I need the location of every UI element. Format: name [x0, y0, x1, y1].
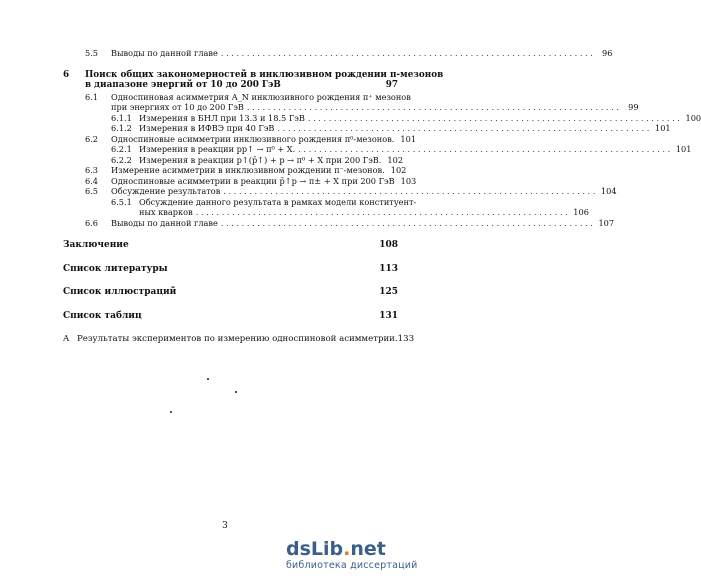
toc-entry-page: 100	[685, 112, 701, 123]
toc-entry-6-2-1[interactable]	[63, 144, 692, 155]
toc-entry-page: 104	[600, 186, 617, 196]
toc-references[interactable]	[63, 264, 398, 275]
toc-entry-title-line2: при энергиях от 10 до 200 ГэВ	[111, 102, 244, 112]
dot-leader: ........................................................................	[195, 207, 571, 217]
toc-entry-page: 125	[379, 287, 398, 297]
toc-conclusion[interactable]	[63, 240, 398, 251]
toc-entry-title: Список литературы	[63, 263, 168, 274]
toc-entry-title: Односпиновые асимметрии инклюзивного рождения π⁰-мезонов.	[111, 133, 395, 144]
toc-entry-5-5[interactable]	[63, 48, 613, 59]
toc-entry-title: Измерения в реакции p↑(p̄↑) + p → π⁰ + X при 200 ГэВ.	[139, 154, 382, 165]
toc-entry-6-1-1[interactable]	[63, 112, 701, 124]
toc-entry-6-5-1[interactable]	[63, 196, 589, 218]
toc-entry-number: 6.1	[85, 91, 99, 102]
toc-entry-page: 101	[400, 133, 417, 144]
toc-entry-number: 6.2.1	[111, 144, 132, 154]
toc-entry-number: 6.2.2	[111, 154, 132, 165]
toc-entry-page: 106	[573, 207, 589, 217]
toc-entry-title-line1: Обсуждение данного результата в рамках модели конституент-	[139, 196, 417, 207]
toc-entry-page: 108	[379, 240, 398, 250]
toc-entry-title-line1: Односпиновая асимметрия A_N инклюзивного рождения π⁺ мезонов	[111, 91, 411, 102]
toc-entry-6-2[interactable]	[63, 133, 417, 145]
scan-speck	[170, 411, 172, 413]
toc-entry-number: 5.5	[85, 48, 99, 58]
toc-entry-number: 6.3	[85, 165, 99, 175]
toc-entry-number: 6.6	[85, 217, 99, 228]
toc-entry-page: 102	[390, 165, 407, 175]
dot-leader: ........................................................................	[223, 186, 598, 196]
toc-tables[interactable]	[63, 311, 398, 322]
dot-leader: ........................................................................	[277, 123, 653, 133]
toc-entry-6-2-2[interactable]	[63, 154, 404, 166]
toc-chapter-6[interactable]	[63, 69, 444, 91]
toc-entry-page: 131	[379, 310, 398, 321]
toc-entry-title: Измерения в БНЛ при 13.3 и 18.5 ГэВ	[139, 112, 305, 123]
toc-entry-page: 101	[655, 123, 671, 133]
toc-entry-number: 6.1.1	[111, 112, 132, 123]
dot-leader: ........................................................................	[298, 144, 673, 154]
toc-chapter-number: 6	[63, 69, 70, 80]
toc-entry-title: Измерение асимметрии в инклюзивном рождении π⁻-мезонов.	[111, 165, 385, 175]
toc-entry-number: 6.5.1	[111, 196, 132, 207]
toc-entry-6-3[interactable]	[63, 165, 407, 176]
watermark-logo: dsLib.net	[286, 538, 386, 560]
toc-entry-6-6[interactable]	[63, 217, 615, 229]
toc-entry-page: 101	[675, 144, 692, 154]
toc-entry-page: 133	[397, 334, 415, 344]
page-number: 3	[222, 521, 228, 531]
dot-leader: ........................................................................	[246, 102, 622, 112]
toc-entry-page: 107	[598, 217, 615, 228]
toc-entry-page: 113	[379, 263, 398, 274]
toc-entry-6-5[interactable]	[63, 186, 617, 197]
toc-entry-title: Список иллюстраций	[63, 287, 177, 297]
toc-entry-title: Выводы по данной главе	[111, 48, 218, 58]
toc-entry-title: Обсуждение результатов	[111, 186, 221, 196]
toc-entry-page: 99	[628, 102, 639, 112]
toc-entry-title: Односпиновые асимметрии в реакции p̄↑p → π± + X при 200 ГэВ	[111, 175, 395, 186]
toc-entry-title: Выводы по данной главе	[111, 217, 218, 228]
dot-leader: ........................................................................	[220, 217, 596, 228]
toc-appendix-a[interactable]	[63, 334, 415, 345]
toc-chapter-title-line2: в диапазоне энергий от 10 до 200 ГэВ	[85, 80, 281, 90]
toc-entry-number: A	[63, 334, 70, 344]
toc-entry-number: 6.5	[85, 186, 99, 196]
toc-chapter-title-line1: Поиск общих закономерностей в инклюзивном рождении π-мезонов	[85, 69, 444, 80]
dot-leader: ........................................................................	[307, 112, 683, 123]
toc-entry-title: Заключение	[63, 240, 129, 250]
table-of-contents	[63, 48, 701, 345]
toc-entry-number: 6.2	[85, 133, 99, 144]
toc-entry-title: Измерения в реакции pp↑ → π⁰ + X.	[139, 144, 296, 154]
toc-entry-title-line2: ных кварков	[139, 207, 193, 217]
toc-illustrations[interactable]	[63, 287, 398, 298]
toc-entry-page: 96	[602, 48, 613, 58]
toc-entry-number: 6.1.2	[111, 123, 132, 133]
toc-chapter-page: 97	[385, 80, 398, 90]
watermark	[286, 538, 436, 572]
toc-entry-page: 103	[400, 175, 417, 186]
scan-speck	[235, 391, 237, 393]
toc-entry-title: Измерения в ИФВЭ при 40 ГэВ	[139, 123, 275, 133]
toc-entry-6-1[interactable]	[63, 91, 639, 113]
toc-entry-page: 102	[387, 154, 404, 165]
toc-entry-6-1-2[interactable]	[63, 123, 671, 134]
toc-entry-number: 6.4	[85, 175, 99, 186]
toc-entry-6-4[interactable]	[63, 175, 417, 187]
toc-entry-title: Результаты экспериментов по измерению односпиновой асимметрии.	[77, 334, 398, 344]
toc-entry-title: Список таблиц	[63, 310, 142, 321]
scan-speck	[207, 378, 209, 380]
dot-leader: ........................................................................	[220, 48, 596, 58]
watermark-subtitle: библиотека диссертаций	[286, 560, 418, 571]
